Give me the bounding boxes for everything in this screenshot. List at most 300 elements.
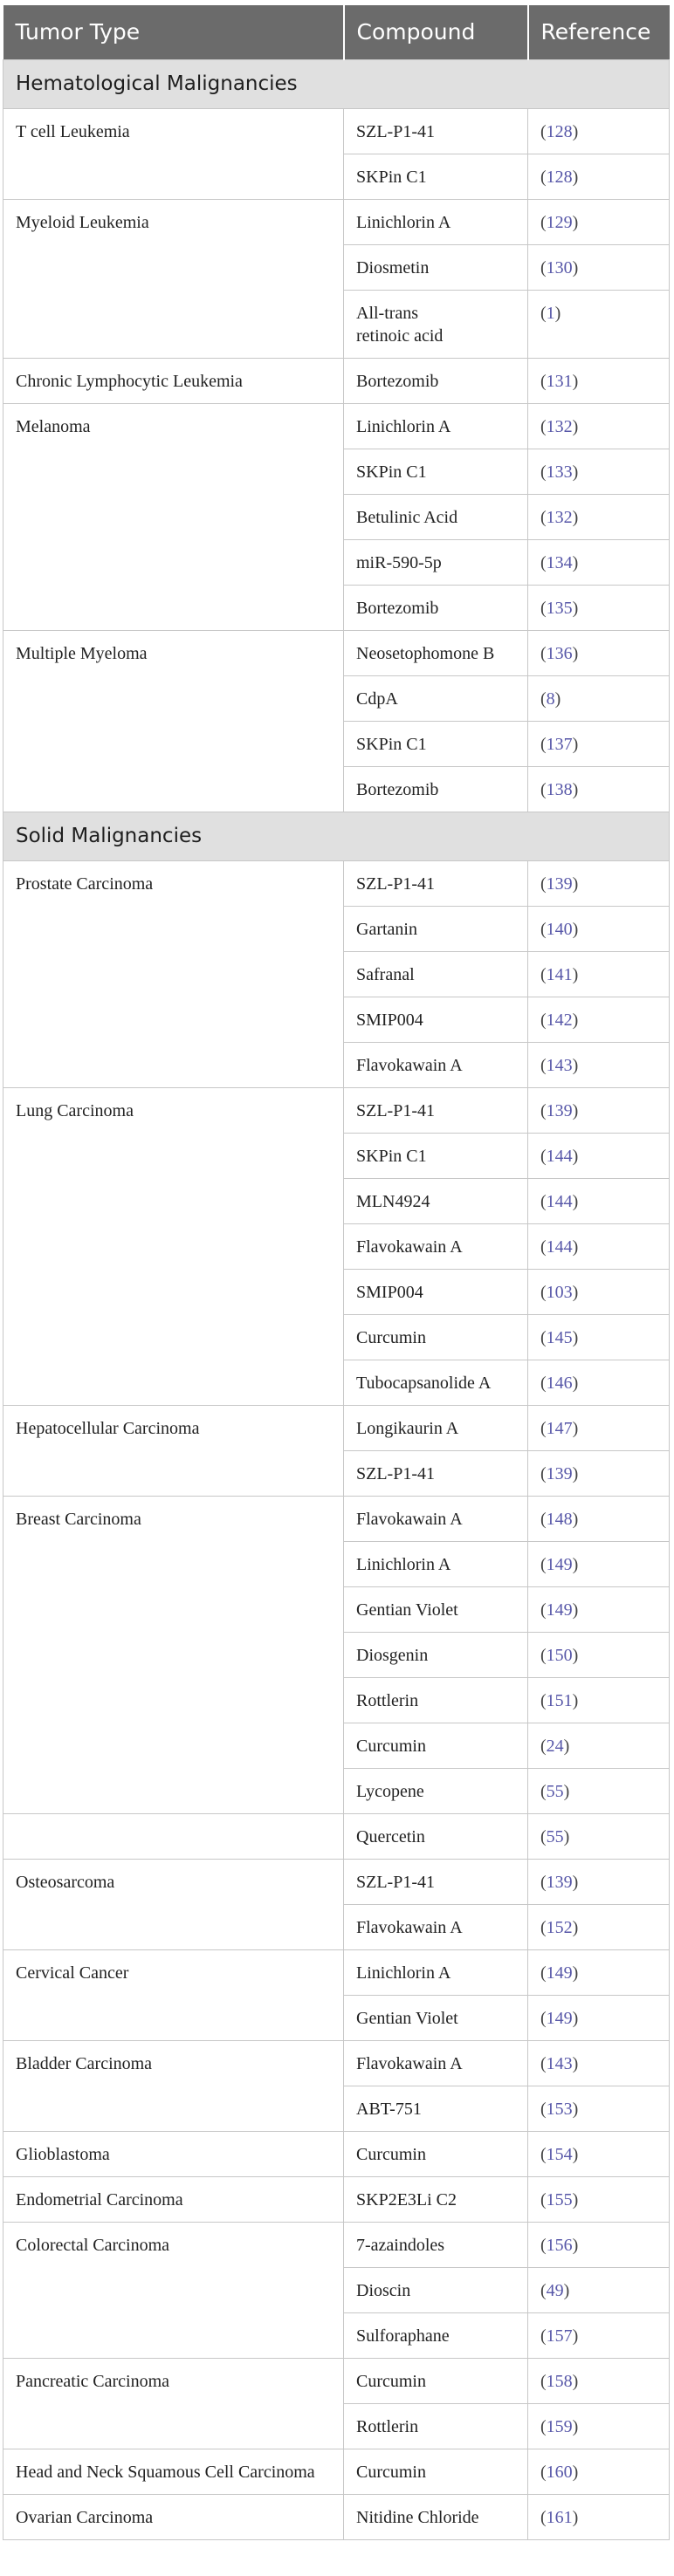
reference-link[interactable]: 149: [546, 2008, 573, 2028]
paren-close: ): [572, 507, 579, 527]
paren-close: ): [572, 1282, 579, 1302]
reference-cell: [528, 2267, 670, 2312]
reference-cell: [528, 2040, 670, 2086]
paren-open: (: [540, 689, 547, 709]
group-heading: Hematological Malignancies: [3, 59, 670, 108]
paren-open: (: [540, 874, 547, 894]
table-row: [3, 1949, 670, 1995]
paren-close: ): [572, 416, 579, 436]
compound-cell: SZL-P1-41: [344, 860, 528, 906]
table-row: [3, 630, 670, 675]
reference-cell: [528, 997, 670, 1042]
reference-link[interactable]: 156: [546, 2235, 573, 2255]
paren-open: (: [540, 1327, 547, 1347]
tumor-type-cell: Cervical Cancer: [3, 1949, 344, 2040]
compound-cell: SKPin C1: [344, 154, 528, 199]
paren-open: (: [540, 643, 547, 663]
compound-cell: Sulforaphane: [344, 2312, 528, 2358]
reference-cell: [528, 199, 670, 244]
reference-cell: [528, 2312, 670, 2358]
paren-open: (: [540, 121, 547, 141]
compound-cell: Linichlorin A: [344, 199, 528, 244]
paren-close: ): [572, 257, 579, 277]
paren-close: ): [572, 2326, 579, 2346]
paren-open: (: [540, 303, 547, 323]
reference-link[interactable]: 133: [546, 462, 573, 482]
compound-cell: CdpA: [344, 675, 528, 721]
reference-cell: [528, 1087, 670, 1133]
paren-close: ): [572, 1418, 579, 1438]
reference-link[interactable]: 132: [546, 416, 573, 436]
tumor-type-cell: Prostate Carcinoma: [3, 860, 344, 1087]
reference-cell: [528, 108, 670, 154]
paren-open: (: [540, 462, 547, 482]
paren-close: ): [572, 1600, 579, 1620]
table-row: [3, 1859, 670, 1904]
paren-close: ): [572, 1690, 579, 1710]
paren-open: (: [540, 1146, 547, 1166]
tumor-type-cell: Pancreatic Carcinoma: [3, 2358, 344, 2449]
reference-link[interactable]: 132: [546, 507, 573, 527]
paren-close: ): [563, 1826, 570, 1846]
reference-cell: [528, 1768, 670, 1813]
paren-open: (: [540, 1509, 547, 1529]
reference-cell: [528, 494, 670, 539]
paren-open: (: [540, 2235, 547, 2255]
reference-cell: [528, 1995, 670, 2040]
paren-close: ): [554, 303, 561, 323]
reference-link[interactable]: 161: [546, 2507, 573, 2527]
compound-cell: Longikaurin A: [344, 1405, 528, 1450]
reference-link[interactable]: 141: [546, 964, 573, 984]
reference-link[interactable]: 135: [546, 598, 573, 618]
table-row: [3, 1813, 670, 1859]
reference-cell: [528, 1360, 670, 1405]
table-row: [3, 1405, 670, 1450]
compound-cell: Curcumin: [344, 2131, 528, 2176]
paren-close: ): [572, 1509, 579, 1529]
paren-close: ): [572, 2371, 579, 2391]
paren-open: (: [540, 2144, 547, 2164]
tumor-type-cell: [3, 1813, 344, 1859]
paren-close: ): [572, 1373, 579, 1393]
table-row: [3, 2222, 670, 2267]
reference-cell: [528, 449, 670, 494]
compound-cell: Bortezomib: [344, 358, 528, 403]
compound-cell: Linichlorin A: [344, 1949, 528, 1995]
compound-cell: 7-azaindoles: [344, 2222, 528, 2267]
tumor-type-cell: Glioblastoma: [3, 2131, 344, 2176]
tumor-type-cell: Bladder Carcinoma: [3, 2040, 344, 2131]
paren-open: (: [540, 1826, 547, 1846]
table-row: [3, 358, 670, 403]
compound-cell: Diosgenin: [344, 1632, 528, 1677]
paren-close: ): [563, 1781, 570, 1801]
compound-cell: Curcumin: [344, 1314, 528, 1360]
tumor-type-cell: Lung Carcinoma: [3, 1087, 344, 1405]
compound-cell: ABT-751: [344, 2086, 528, 2131]
table-row: [3, 199, 670, 244]
paren-open: (: [540, 371, 547, 391]
paren-close: ): [572, 2416, 579, 2436]
reference-cell: [528, 906, 670, 951]
tumor-type-cell: Chronic Lymphocytic Leukemia: [3, 358, 344, 403]
paren-open: (: [540, 2416, 547, 2436]
reference-cell: [528, 1541, 670, 1586]
tumor-type-cell: Osteosarcoma: [3, 1859, 344, 1949]
paren-open: (: [540, 1282, 547, 1302]
paren-open: (: [540, 1963, 547, 1983]
group-heading: Solid Malignancies: [3, 812, 670, 860]
tumor-compound-table: [3, 5, 670, 2540]
paren-close: ): [572, 1872, 579, 1892]
reference-link[interactable]: 151: [546, 1690, 573, 1710]
reference-link[interactable]: 149: [546, 1600, 573, 1620]
table-row: [3, 108, 670, 154]
paren-close: ): [572, 2189, 579, 2209]
header-compound: Compound: [344, 5, 528, 59]
paren-open: (: [540, 552, 547, 572]
reference-link[interactable]: 155: [546, 2189, 573, 2209]
reference-cell: [528, 539, 670, 585]
reference-link[interactable]: 129: [546, 212, 573, 232]
reference-link[interactable]: 49: [546, 2280, 564, 2300]
reference-link[interactable]: 154: [546, 2144, 573, 2164]
paren-close: ): [572, 2008, 579, 2028]
paren-close: ): [572, 212, 579, 232]
paren-open: (: [540, 1736, 547, 1756]
table-row: [3, 2176, 670, 2222]
reference-link[interactable]: 144: [546, 1191, 573, 1211]
paren-close: ): [572, 1327, 579, 1347]
header-row: [3, 5, 670, 59]
compound-cell: SKPin C1: [344, 1133, 528, 1178]
paren-close: ): [572, 2507, 579, 2527]
reference-link[interactable]: 55: [546, 1781, 564, 1801]
reference-cell: [528, 358, 670, 403]
compound-cell: Flavokawain A: [344, 1496, 528, 1541]
paren-close: ): [572, 2144, 579, 2164]
paren-close: ): [572, 1191, 579, 1211]
reference-link[interactable]: 134: [546, 552, 573, 572]
compound-cell: Linichlorin A: [344, 1541, 528, 1586]
paren-close: ): [572, 874, 579, 894]
paren-open: (: [540, 2507, 547, 2527]
reference-link[interactable]: 143: [546, 2053, 573, 2073]
paren-open: (: [540, 598, 547, 618]
reference-link[interactable]: 149: [546, 1963, 573, 1983]
compound-cell: Tubocapsanolide A: [344, 1360, 528, 1405]
reference-cell: [528, 630, 670, 675]
paren-close: ): [572, 1237, 579, 1257]
header-reference: Reference: [528, 5, 670, 59]
compound-cell: Rottlerin: [344, 1677, 528, 1723]
reference-link[interactable]: 139: [546, 1100, 573, 1120]
paren-close: ): [572, 1963, 579, 1983]
paren-open: (: [540, 1600, 547, 1620]
reference-cell: [528, 2403, 670, 2449]
reference-link[interactable]: 136: [546, 643, 573, 663]
reference-cell: [528, 860, 670, 906]
reference-link[interactable]: 130: [546, 257, 573, 277]
reference-cell: [528, 2494, 670, 2539]
paren-open: (: [540, 2280, 547, 2300]
table-row: [3, 2449, 670, 2494]
paren-open: (: [540, 1781, 547, 1801]
reference-link[interactable]: 140: [546, 919, 573, 939]
reference-cell: [528, 766, 670, 812]
reference-link[interactable]: 146: [546, 1373, 573, 1393]
paren-open: (: [540, 1463, 547, 1483]
tumor-type-cell: Colorectal Carcinoma: [3, 2222, 344, 2358]
reference-cell: [528, 675, 670, 721]
compound-cell: SMIP004: [344, 1269, 528, 1314]
reference-cell: [528, 1269, 670, 1314]
reference-cell: [528, 1904, 670, 1949]
compound-cell: Neosetophomone B: [344, 630, 528, 675]
compound-cell: Gentian Violet: [344, 1995, 528, 2040]
reference-cell: [528, 2449, 670, 2494]
paren-open: (: [540, 167, 547, 187]
reference-cell: [528, 290, 670, 358]
paren-open: (: [540, 779, 547, 799]
reference-link[interactable]: 139: [546, 1463, 573, 1483]
paren-close: ): [563, 1736, 570, 1756]
compound-cell: Flavokawain A: [344, 1223, 528, 1269]
reference-cell: [528, 585, 670, 630]
table-row: [3, 1087, 670, 1133]
compound-cell: Rottlerin: [344, 2403, 528, 2449]
tumor-type-cell: Ovarian Carcinoma: [3, 2494, 344, 2539]
reference-cell: [528, 244, 670, 290]
reference-cell: [528, 2222, 670, 2267]
paren-open: (: [540, 1010, 547, 1030]
paren-close: ): [572, 643, 579, 663]
reference-link[interactable]: 159: [546, 2416, 573, 2436]
compound-cell: Lycopene: [344, 1768, 528, 1813]
paren-close: ): [572, 1100, 579, 1120]
paren-close: ): [572, 919, 579, 939]
compound-cell: SMIP004: [344, 997, 528, 1042]
reference-link[interactable]: 157: [546, 2326, 573, 2346]
paren-close: ): [572, 598, 579, 618]
reference-link[interactable]: 148: [546, 1509, 573, 1529]
paren-close: ): [572, 1554, 579, 1574]
compound-cell: Gentian Violet: [344, 1586, 528, 1632]
paren-open: (: [540, 2099, 547, 2119]
reference-cell: [528, 1949, 670, 1995]
reference-link[interactable]: 153: [546, 2099, 573, 2119]
compound-cell: miR-590-5p: [344, 539, 528, 585]
table-row: [3, 860, 670, 906]
paren-close: ): [572, 371, 579, 391]
reference-link[interactable]: 8: [546, 689, 555, 709]
group-row: [3, 59, 670, 108]
paren-open: (: [540, 964, 547, 984]
tumor-type-cell: Multiple Myeloma: [3, 630, 344, 812]
table-row: [3, 2040, 670, 2086]
reference-cell: [528, 1450, 670, 1496]
reference-cell: [528, 1133, 670, 1178]
reference-cell: [528, 1586, 670, 1632]
reference-cell: [528, 1632, 670, 1677]
reference-cell: [528, 2176, 670, 2222]
compound-cell: SKP2E3Li C2: [344, 2176, 528, 2222]
paren-close: ): [572, 734, 579, 754]
compound-cell: SZL-P1-41: [344, 108, 528, 154]
reference-link[interactable]: 139: [546, 874, 573, 894]
reference-link[interactable]: 149: [546, 1554, 573, 1574]
paren-open: (: [540, 1872, 547, 1892]
compound-cell: Linichlorin A: [344, 403, 528, 449]
compound-cell: Curcumin: [344, 1723, 528, 1768]
tumor-type-cell: Hepatocellular Carcinoma: [3, 1405, 344, 1496]
paren-open: (: [540, 1554, 547, 1574]
paren-open: (: [540, 1418, 547, 1438]
reference-link[interactable]: 150: [546, 1645, 573, 1665]
paren-close: ): [572, 1055, 579, 1075]
reference-link[interactable]: 139: [546, 1872, 573, 1892]
reference-cell: [528, 154, 670, 199]
compound-cell: SKPin C1: [344, 449, 528, 494]
paren-open: (: [540, 734, 547, 754]
compound-cell: Betulinic Acid: [344, 494, 528, 539]
paren-open: (: [540, 919, 547, 939]
reference-cell: [528, 1223, 670, 1269]
paren-close: ): [563, 2280, 570, 2300]
compound-cell: Bortezomib: [344, 766, 528, 812]
compound-cell: Nitidine Chloride: [344, 2494, 528, 2539]
paren-close: ): [572, 1645, 579, 1665]
group-row: [3, 812, 670, 860]
paren-open: (: [540, 1100, 547, 1120]
paren-close: ): [572, 462, 579, 482]
tumor-type-cell: Breast Carcinoma: [3, 1496, 344, 1813]
reference-link[interactable]: 1: [546, 303, 555, 323]
reference-link[interactable]: 158: [546, 2371, 573, 2391]
paren-close: ): [572, 552, 579, 572]
paren-open: (: [540, 2189, 547, 2209]
reference-link[interactable]: 144: [546, 1237, 573, 1257]
reference-cell: [528, 1496, 670, 1541]
reference-link[interactable]: 128: [546, 167, 573, 187]
reference-cell: [528, 2131, 670, 2176]
paren-open: (: [540, 2053, 547, 2073]
paren-close: ): [572, 964, 579, 984]
reference-cell: [528, 2086, 670, 2131]
paren-close: ): [554, 689, 561, 709]
paren-close: ): [572, 167, 579, 187]
paren-open: (: [540, 1373, 547, 1393]
compound-cell: Gartanin: [344, 906, 528, 951]
reference-cell: [528, 721, 670, 766]
reference-link[interactable]: 103: [546, 1282, 573, 1302]
compound-cell: Quercetin: [344, 1813, 528, 1859]
paren-close: ): [572, 1010, 579, 1030]
header-tumor-type: Tumor Type: [3, 5, 344, 59]
tumor-type-cell: Melanoma: [3, 403, 344, 630]
paren-close: ): [572, 1463, 579, 1483]
reference-cell: [528, 1859, 670, 1904]
paren-open: (: [540, 1690, 547, 1710]
reference-link[interactable]: 24: [546, 1736, 564, 1756]
reference-cell: [528, 1178, 670, 1223]
tumor-type-cell: Myeloid Leukemia: [3, 199, 344, 358]
compound-cell: Flavokawain A: [344, 1042, 528, 1087]
reference-link[interactable]: 55: [546, 1826, 564, 1846]
paren-open: (: [540, 1055, 547, 1075]
paren-open: (: [540, 2462, 547, 2482]
reference-link[interactable]: 160: [546, 2462, 573, 2482]
paren-open: (: [540, 212, 547, 232]
compound-cell: Curcumin: [344, 2358, 528, 2403]
reference-link[interactable]: 152: [546, 1917, 573, 1937]
reference-link[interactable]: 142: [546, 1010, 573, 1030]
paren-close: ): [572, 121, 579, 141]
reference-link[interactable]: 131: [546, 371, 573, 391]
compound-cell: Curcumin: [344, 2449, 528, 2494]
compound-cell: Flavokawain A: [344, 1904, 528, 1949]
reference-cell: [528, 951, 670, 997]
reference-cell: [528, 1405, 670, 1450]
reference-link[interactable]: 143: [546, 1055, 573, 1075]
reference-cell: [528, 403, 670, 449]
compound-cell: SZL-P1-41: [344, 1859, 528, 1904]
paren-open: (: [540, 2371, 547, 2391]
compound-cell: Safranal: [344, 951, 528, 997]
compound-cell: All-trans retinoic acid: [344, 290, 528, 358]
paren-close: ): [572, 1917, 579, 1937]
paren-open: (: [540, 2326, 547, 2346]
compound-cell: Dioscin: [344, 2267, 528, 2312]
reference-link[interactable]: 137: [546, 734, 573, 754]
reference-link[interactable]: 145: [546, 1327, 573, 1347]
reference-cell: [528, 1314, 670, 1360]
reference-link[interactable]: 147: [546, 1418, 573, 1438]
paren-open: (: [540, 2008, 547, 2028]
table-row: [3, 1496, 670, 1541]
compound-cell: MLN4924: [344, 1178, 528, 1223]
table-container: [3, 5, 669, 2540]
reference-link[interactable]: 128: [546, 121, 573, 141]
compound-cell: Diosmetin: [344, 244, 528, 290]
table-row: [3, 2131, 670, 2176]
reference-link[interactable]: 138: [546, 779, 573, 799]
paren-open: (: [540, 1917, 547, 1937]
paren-open: (: [540, 1191, 547, 1211]
paren-close: ): [572, 1146, 579, 1166]
tumor-type-cell: Endometrial Carcinoma: [3, 2176, 344, 2222]
paren-close: ): [572, 2235, 579, 2255]
paren-open: (: [540, 507, 547, 527]
reference-link[interactable]: 144: [546, 1146, 573, 1166]
paren-close: ): [572, 2099, 579, 2119]
paren-close: ): [572, 2462, 579, 2482]
reference-cell: [528, 1042, 670, 1087]
reference-cell: [528, 1723, 670, 1768]
compound-cell: SKPin C1: [344, 721, 528, 766]
table-body: [3, 59, 670, 2539]
compound-cell: Flavokawain A: [344, 2040, 528, 2086]
paren-open: (: [540, 416, 547, 436]
compound-cell: SZL-P1-41: [344, 1450, 528, 1496]
table-row: [3, 2494, 670, 2539]
compound-cell: SZL-P1-41: [344, 1087, 528, 1133]
reference-cell: [528, 1813, 670, 1859]
tumor-type-cell: Head and Neck Squamous Cell Carcinoma: [3, 2449, 344, 2494]
table-row: [3, 403, 670, 449]
paren-open: (: [540, 1645, 547, 1665]
